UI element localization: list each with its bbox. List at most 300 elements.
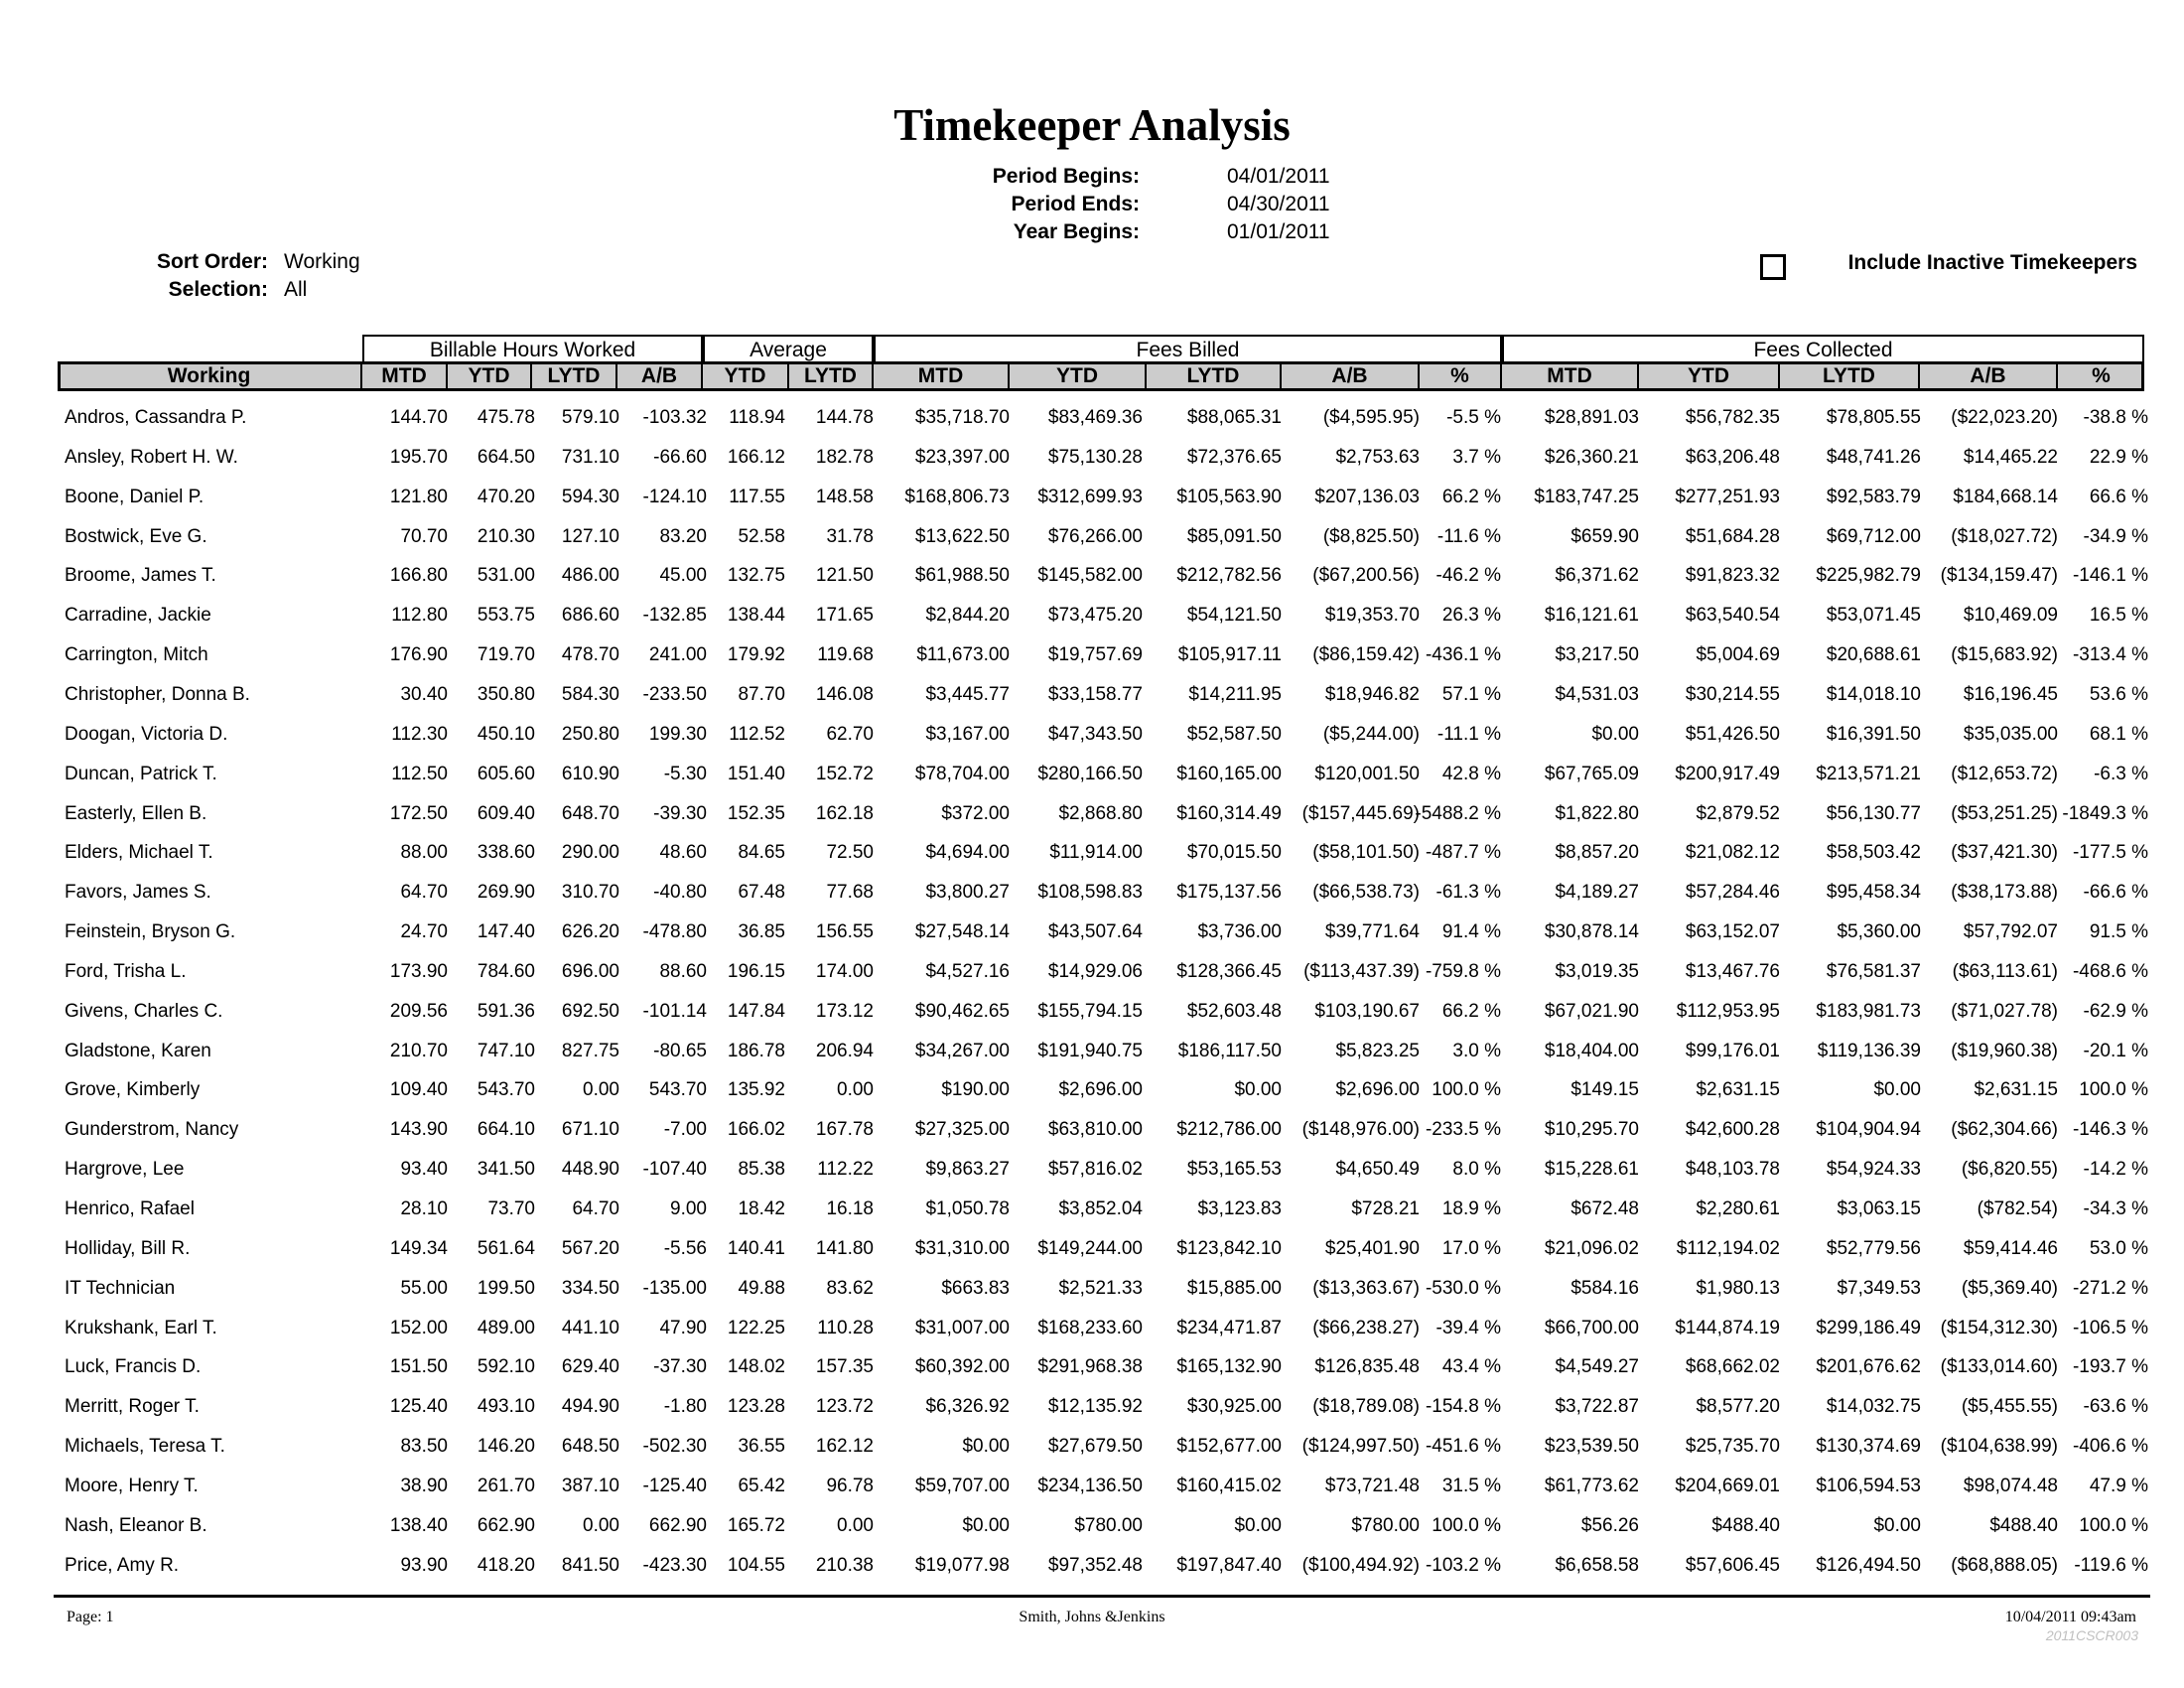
table-row xyxy=(0,1515,2184,1543)
cell-fb-ab: $39,771.64 xyxy=(1324,921,1420,943)
cell-fc-mtd: $61,773.62 xyxy=(1544,1475,1639,1496)
cell-fc-mtd: $23,539.50 xyxy=(1544,1436,1639,1458)
column-header-avg-ytd: YTD xyxy=(703,364,789,388)
cell-fc-ytd: $63,152.07 xyxy=(1685,921,1780,943)
cell-fb-ab: $5,823.25 xyxy=(1335,1040,1420,1061)
cell-fc-pct: 66.6 % xyxy=(2089,486,2148,507)
cell-avg-lytd: 0.00 xyxy=(837,1514,874,1536)
cell-fb-ytd: $47,343.50 xyxy=(1047,723,1143,745)
cell-avg-lytd: 206.94 xyxy=(815,1040,874,1061)
cell-fb-ab: ($157,445.69) xyxy=(1301,802,1420,824)
cell-fb-pct: 18.9 % xyxy=(1441,1198,1501,1219)
period-begins-label: Period Begins: xyxy=(992,165,1140,188)
cell-mtd: 176.90 xyxy=(389,644,448,666)
cell-avg-ytd: 65.42 xyxy=(738,1475,785,1496)
cell-lytd: 692.50 xyxy=(561,1000,619,1022)
cell-fc-lytd: $52,779.56 xyxy=(1826,1237,1921,1259)
cell-fb-lytd: $197,847.40 xyxy=(1176,1554,1282,1576)
cell-fc-ab: ($104,638.99) xyxy=(1940,1436,2058,1458)
cell-lytd: 648.70 xyxy=(561,802,619,824)
cell-fc-pct: 91.5 % xyxy=(2089,921,2148,943)
cell-ytd: 662.90 xyxy=(477,1514,535,1536)
column-header-ytd: YTD xyxy=(448,364,532,388)
cell-fc-ab: $35,035.00 xyxy=(1963,723,2058,745)
cell-fb-ytd: $145,582.00 xyxy=(1037,565,1143,587)
cell-fb-ab: $2,696.00 xyxy=(1335,1079,1420,1101)
cell-ytd: 475.78 xyxy=(477,407,535,428)
cell-fc-pct: 53.0 % xyxy=(2089,1237,2148,1259)
cell-mtd: 210.70 xyxy=(389,1040,448,1061)
cell-fc-ytd: $25,735.70 xyxy=(1685,1436,1780,1458)
cell-avg-ytd: 117.55 xyxy=(729,486,785,507)
table-row xyxy=(0,1318,2184,1345)
cell-fc-ab: ($38,173.88) xyxy=(1951,882,2058,904)
cell-fb-lytd: $0.00 xyxy=(1234,1514,1282,1536)
cell-fb-mtd: $3,445.77 xyxy=(925,683,1010,705)
cell-avg-lytd: 148.58 xyxy=(815,486,874,507)
cell-avg-lytd: 141.80 xyxy=(815,1237,874,1259)
timekeeper-name: Luck, Francis D. xyxy=(65,1356,202,1378)
table-row xyxy=(0,447,2184,475)
timekeeper-name: Easterly, Ellen B. xyxy=(65,802,207,824)
cell-fc-pct: -62.9 % xyxy=(2083,1000,2148,1022)
cell-fc-ytd: $57,284.46 xyxy=(1685,882,1780,904)
table-row xyxy=(0,1476,2184,1503)
cell-ytd: 719.70 xyxy=(477,644,535,666)
cell-fc-ab: $98,074.48 xyxy=(1963,1475,2058,1496)
cell-mtd: 166.80 xyxy=(389,565,448,587)
cell-fb-ab: $73,721.48 xyxy=(1324,1475,1420,1496)
cell-fb-pct: 43.4 % xyxy=(1441,1356,1501,1378)
timekeeper-name: Christopher, Donna B. xyxy=(65,683,250,705)
table-row xyxy=(0,803,2184,831)
cell-fb-ab: ($124,997.50) xyxy=(1301,1436,1420,1458)
cell-fb-pct: 66.2 % xyxy=(1441,486,1501,507)
cell-fc-ytd: $57,606.45 xyxy=(1685,1554,1780,1576)
cell-mtd: 38.90 xyxy=(400,1475,448,1496)
cell-fc-mtd: $4,189.27 xyxy=(1555,882,1639,904)
cell-ytd: 784.60 xyxy=(477,960,535,982)
cell-fb-ytd: $108,598.83 xyxy=(1037,882,1143,904)
cell-fb-mtd: $4,527.16 xyxy=(925,960,1010,982)
cell-ytd: 489.00 xyxy=(477,1317,535,1338)
cell-avg-ytd: 67.48 xyxy=(738,882,785,904)
cell-ab: -37.30 xyxy=(653,1356,707,1378)
cell-ab: -66.60 xyxy=(653,446,707,468)
cell-fb-ytd: $11,914.00 xyxy=(1049,842,1143,864)
cell-fc-pct: 47.9 % xyxy=(2089,1475,2148,1496)
cell-avg-ytd: 135.92 xyxy=(727,1079,785,1101)
cell-avg-ytd: 152.35 xyxy=(727,802,785,824)
cell-fc-ytd: $144,874.19 xyxy=(1675,1317,1780,1338)
cell-ab: 48.60 xyxy=(659,842,707,864)
cell-fb-ytd: $83,469.36 xyxy=(1047,407,1143,428)
cell-mtd: 149.34 xyxy=(389,1237,448,1259)
cell-fb-ab: $2,753.63 xyxy=(1335,446,1420,468)
cell-fb-pct: 91.4 % xyxy=(1441,921,1501,943)
cell-ab: 241.00 xyxy=(648,644,707,666)
table-row xyxy=(0,1555,2184,1583)
cell-fc-pct: -177.5 % xyxy=(2072,842,2148,864)
period-ends-label: Period Ends: xyxy=(1011,193,1140,215)
cell-fb-pct: -11.1 % xyxy=(1436,723,1501,745)
cell-lytd: 567.20 xyxy=(561,1237,619,1259)
cell-fc-pct: -406.6 % xyxy=(2072,1436,2148,1458)
cell-avg-ytd: 49.88 xyxy=(738,1277,785,1299)
cell-lytd: 584.30 xyxy=(561,683,619,705)
timekeeper-name: Doogan, Victoria D. xyxy=(65,723,228,745)
cell-fb-ytd: $191,940.75 xyxy=(1037,1040,1143,1061)
cell-lytd: 250.80 xyxy=(561,723,619,745)
table-row xyxy=(0,1356,2184,1384)
cell-fb-ytd: $2,521.33 xyxy=(1058,1277,1143,1299)
cell-fc-mtd: $56.26 xyxy=(1580,1514,1639,1536)
cell-fb-ab: $126,835.48 xyxy=(1314,1356,1420,1378)
cell-mtd: 93.90 xyxy=(400,1554,448,1576)
cell-fc-pct: 53.6 % xyxy=(2089,683,2148,705)
cell-fc-ab: $488.40 xyxy=(1989,1514,2058,1536)
cell-mtd: 125.40 xyxy=(389,1396,448,1418)
cell-fc-mtd: $3,217.50 xyxy=(1555,644,1639,666)
cell-fc-ab: ($134,159.47) xyxy=(1940,565,2058,587)
cell-fc-lytd: $3,063.15 xyxy=(1837,1198,1921,1219)
cell-ytd: 592.10 xyxy=(477,1356,535,1378)
cell-ytd: 210.30 xyxy=(477,525,535,547)
cell-ab: 543.70 xyxy=(648,1079,707,1101)
cell-avg-ytd: 85.38 xyxy=(738,1159,785,1181)
cell-fc-mtd: $1,822.80 xyxy=(1555,802,1639,824)
cell-fc-lytd: $0.00 xyxy=(1873,1514,1921,1536)
cell-mtd: 151.50 xyxy=(389,1356,448,1378)
cell-fc-ytd: $2,879.52 xyxy=(1696,802,1780,824)
cell-avg-lytd: 16.18 xyxy=(826,1198,874,1219)
column-header-fb-lytd: LYTD xyxy=(1147,364,1282,388)
cell-lytd: 671.10 xyxy=(561,1119,619,1141)
cell-fb-mtd: $1,050.78 xyxy=(925,1198,1010,1219)
cell-ab: -478.80 xyxy=(642,921,707,943)
timekeeper-name: Givens, Charles C. xyxy=(65,1000,223,1022)
cell-fb-pct: -154.8 % xyxy=(1425,1396,1501,1418)
timekeeper-name: Moore, Henry T. xyxy=(65,1475,199,1496)
table-row xyxy=(0,605,2184,633)
cell-fb-pct: 3.7 % xyxy=(1452,446,1501,468)
cell-fb-lytd: $3,123.83 xyxy=(1197,1198,1282,1219)
include-inactive-checkbox[interactable] xyxy=(1760,254,1786,280)
timekeeper-name: Merritt, Roger T. xyxy=(65,1396,200,1418)
cell-fc-lytd: $53,071.45 xyxy=(1826,605,1921,627)
cell-lytd: 127.10 xyxy=(561,525,619,547)
column-header-avg-lytd: LYTD xyxy=(789,364,874,388)
cell-ytd: 269.90 xyxy=(477,882,535,904)
table-row xyxy=(0,1278,2184,1306)
cell-fc-ytd: $99,176.01 xyxy=(1685,1040,1780,1061)
cell-fc-ab: ($6,820.55) xyxy=(1961,1159,2058,1181)
cell-lytd: 731.10 xyxy=(561,446,619,468)
cell-fb-ytd: $291,968.38 xyxy=(1037,1356,1143,1378)
cell-lytd: 448.90 xyxy=(561,1159,619,1181)
cell-mtd: 112.30 xyxy=(391,723,448,745)
cell-fb-ab: $18,946.82 xyxy=(1324,683,1420,705)
timekeeper-name: Elders, Michael T. xyxy=(65,842,213,864)
cell-fc-ab: ($37,421.30) xyxy=(1951,842,2058,864)
cell-lytd: 827.75 xyxy=(561,1040,619,1061)
cell-ytd: 418.20 xyxy=(477,1554,535,1576)
cell-fb-ab: ($18,789.08) xyxy=(1312,1396,1420,1418)
cell-ytd: 199.50 xyxy=(477,1277,535,1299)
cell-fb-pct: -11.6 % xyxy=(1436,525,1501,547)
cell-fb-lytd: $3,736.00 xyxy=(1197,921,1282,943)
cell-fc-lytd: $106,594.53 xyxy=(1816,1475,1921,1496)
cell-ab: -101.14 xyxy=(642,1000,707,1022)
cell-fb-ytd: $149,244.00 xyxy=(1037,1237,1143,1259)
cell-fc-ab: ($782.54) xyxy=(1977,1198,2058,1219)
table-row xyxy=(0,1001,2184,1029)
cell-fb-mtd: $61,988.50 xyxy=(914,565,1010,587)
timekeeper-name: IT Technician xyxy=(65,1277,176,1299)
cell-fb-pct: -436.1 % xyxy=(1425,644,1501,666)
cell-fb-lytd: $30,925.00 xyxy=(1186,1396,1282,1418)
cell-ab: -233.50 xyxy=(642,683,707,705)
cell-avg-lytd: 83.62 xyxy=(826,1277,874,1299)
cell-fb-lytd: $53,165.53 xyxy=(1186,1159,1282,1181)
cell-fb-lytd: $160,314.49 xyxy=(1176,802,1282,824)
cell-fc-lytd: $201,676.62 xyxy=(1816,1356,1921,1378)
cell-fb-lytd: $175,137.56 xyxy=(1176,882,1282,904)
cell-mtd: 30.40 xyxy=(400,683,448,705)
cell-fc-lytd: $130,374.69 xyxy=(1816,1436,1921,1458)
table-row xyxy=(0,921,2184,949)
cell-fb-pct: -759.8 % xyxy=(1425,960,1501,982)
cell-fb-ab: ($67,200.56) xyxy=(1312,565,1420,587)
timekeeper-name: Carradine, Jackie xyxy=(65,605,211,627)
cell-lytd: 486.00 xyxy=(561,565,619,587)
cell-lytd: 686.60 xyxy=(561,605,619,627)
cell-fc-ab: ($71,027.78) xyxy=(1951,1000,2058,1022)
cell-fb-pct: -487.7 % xyxy=(1425,842,1501,864)
cell-mtd: 112.80 xyxy=(391,605,448,627)
cell-fb-mtd: $0.00 xyxy=(962,1436,1010,1458)
cell-fc-ytd: $68,662.02 xyxy=(1685,1356,1780,1378)
cell-fb-ytd: $234,136.50 xyxy=(1037,1475,1143,1496)
cell-fb-ytd: $312,699.93 xyxy=(1037,486,1143,507)
cell-fb-ytd: $280,166.50 xyxy=(1037,763,1143,784)
cell-fb-ytd: $780.00 xyxy=(1074,1514,1143,1536)
cell-ab: -7.00 xyxy=(663,1119,707,1141)
cell-avg-ytd: 148.02 xyxy=(727,1356,785,1378)
footer-firm: Smith, Johns &Jenkins xyxy=(1019,1609,1165,1625)
cell-fc-ab: ($22,023.20) xyxy=(1951,407,2058,428)
cell-fc-pct: 100.0 % xyxy=(2079,1514,2148,1536)
cell-fc-mtd: $18,404.00 xyxy=(1544,1040,1639,1061)
cell-lytd: 310.70 xyxy=(561,882,619,904)
cell-fc-ytd: $48,103.78 xyxy=(1685,1159,1780,1181)
cell-ab: 9.00 xyxy=(670,1198,707,1219)
cell-fb-mtd: $27,325.00 xyxy=(914,1119,1010,1141)
timekeeper-name: Andros, Cassandra P. xyxy=(65,407,247,428)
cell-mtd: 138.40 xyxy=(389,1514,448,1536)
cell-ytd: 553.75 xyxy=(477,605,535,627)
cell-avg-ytd: 112.52 xyxy=(729,723,785,745)
cell-avg-ytd: 140.41 xyxy=(727,1237,785,1259)
cell-fb-mtd: $35,718.70 xyxy=(914,407,1010,428)
cell-fc-mtd: $66,700.00 xyxy=(1544,1317,1639,1338)
cell-fc-lytd: $299,186.49 xyxy=(1816,1317,1921,1338)
cell-fc-ab: $184,668.14 xyxy=(1953,486,2058,507)
cell-ytd: 261.70 xyxy=(477,1475,535,1496)
column-header-fb-pct: % xyxy=(1420,364,1502,388)
cell-fc-ytd: $2,631.15 xyxy=(1696,1079,1780,1101)
cell-fb-mtd: $3,167.00 xyxy=(925,723,1010,745)
cell-fb-mtd: $34,267.00 xyxy=(914,1040,1010,1061)
cell-avg-lytd: 96.78 xyxy=(826,1475,874,1496)
cell-fc-mtd: $21,096.02 xyxy=(1544,1237,1639,1259)
cell-ab: 662.90 xyxy=(648,1514,707,1536)
cell-fc-lytd: $92,583.79 xyxy=(1826,486,1921,507)
cell-avg-lytd: 157.35 xyxy=(815,1356,874,1378)
cell-mtd: 195.70 xyxy=(389,446,448,468)
cell-fc-mtd: $3,019.35 xyxy=(1555,960,1639,982)
table-row xyxy=(0,1396,2184,1424)
cell-fb-ab: ($4,595.95) xyxy=(1322,407,1420,428)
cell-fb-lytd: $165,132.90 xyxy=(1176,1356,1282,1378)
cell-fc-lytd: $7,349.53 xyxy=(1837,1277,1921,1299)
cell-ytd: 543.70 xyxy=(477,1079,535,1101)
table-row xyxy=(0,1041,2184,1068)
cell-fb-ytd: $43,507.64 xyxy=(1047,921,1143,943)
cell-fc-ytd: $63,206.48 xyxy=(1685,446,1780,468)
cell-fc-ytd: $204,669.01 xyxy=(1675,1475,1780,1496)
cell-mtd: 172.50 xyxy=(389,802,448,824)
include-inactive-label: Include Inactive Timekeepers xyxy=(1847,251,2137,274)
timekeeper-name: Henrico, Rafael xyxy=(65,1198,195,1219)
cell-fc-lytd: $14,018.10 xyxy=(1826,683,1921,705)
cell-lytd: 626.20 xyxy=(561,921,619,943)
cell-fb-ytd: $3,852.04 xyxy=(1058,1198,1143,1219)
cell-fc-mtd: $8,857.20 xyxy=(1555,842,1639,864)
sort-order-value: Working xyxy=(284,250,360,273)
cell-avg-lytd: 210.38 xyxy=(815,1554,874,1576)
cell-fc-pct: 16.5 % xyxy=(2089,605,2148,627)
cell-fb-mtd: $59,707.00 xyxy=(914,1475,1010,1496)
cell-fc-pct: -20.1 % xyxy=(2083,1040,2148,1061)
selection-label: Selection: xyxy=(168,278,268,301)
cell-avg-ytd: 36.55 xyxy=(738,1436,785,1458)
cell-ab: -39.30 xyxy=(653,802,707,824)
cell-fb-ab: ($58,101.50) xyxy=(1312,842,1420,864)
cell-ab: -1.80 xyxy=(663,1396,707,1418)
cell-avg-ytd: 18.42 xyxy=(738,1198,785,1219)
timekeeper-name: Hargrove, Lee xyxy=(65,1159,185,1181)
cell-lytd: 648.50 xyxy=(561,1436,619,1458)
cell-lytd: 0.00 xyxy=(583,1514,619,1536)
period-info xyxy=(0,165,2184,248)
footer-report-code: 2011CSCR003 xyxy=(2045,1627,2138,1643)
cell-fb-ab: ($86,159.42) xyxy=(1312,644,1420,666)
table-row xyxy=(0,684,2184,712)
cell-fc-lytd: $76,581.37 xyxy=(1826,960,1921,982)
cell-fc-ab: ($18,027.72) xyxy=(1951,525,2058,547)
timekeeper-name: Grove, Kimberly xyxy=(65,1079,201,1101)
cell-fc-ab: $2,631.15 xyxy=(1974,1079,2058,1101)
cell-fb-pct: 57.1 % xyxy=(1441,683,1501,705)
cell-fc-ab: ($5,455.55) xyxy=(1961,1396,2058,1418)
timekeeper-name: Price, Amy R. xyxy=(65,1554,180,1576)
cell-fb-ytd: $2,868.80 xyxy=(1058,802,1143,824)
cell-fc-ytd: $51,684.28 xyxy=(1685,525,1780,547)
cell-ytd: 470.20 xyxy=(477,486,535,507)
column-header-lytd: LYTD xyxy=(532,364,617,388)
table-row xyxy=(0,882,2184,910)
cell-fb-ytd: $14,929.06 xyxy=(1047,960,1143,982)
cell-ab: -5.30 xyxy=(663,763,707,784)
cell-avg-lytd: 156.55 xyxy=(815,921,874,943)
cell-avg-ytd: 138.44 xyxy=(727,605,785,627)
cell-fc-mtd: $3,722.87 xyxy=(1555,1396,1639,1418)
cell-lytd: 441.10 xyxy=(561,1317,619,1338)
cell-fb-lytd: $152,677.00 xyxy=(1176,1436,1282,1458)
cell-fb-lytd: $212,782.56 xyxy=(1176,565,1282,587)
cell-fc-mtd: $0.00 xyxy=(1591,723,1639,745)
cell-avg-lytd: 72.50 xyxy=(826,842,874,864)
cell-fb-ab: ($5,244.00) xyxy=(1322,723,1420,745)
cell-fb-pct: -530.0 % xyxy=(1425,1277,1501,1299)
column-header-fc-lytd: LYTD xyxy=(1780,364,1920,388)
cell-fb-lytd: $54,121.50 xyxy=(1186,605,1282,627)
cell-fc-ytd: $42,600.28 xyxy=(1685,1119,1780,1141)
cell-lytd: 696.00 xyxy=(561,960,619,982)
cell-ab: -423.30 xyxy=(642,1554,707,1576)
cell-mtd: 173.90 xyxy=(389,960,448,982)
cell-fb-mtd: $31,310.00 xyxy=(914,1237,1010,1259)
cell-fc-ab: $59,414.46 xyxy=(1963,1237,2058,1259)
cell-ytd: 350.80 xyxy=(477,683,535,705)
cell-ytd: 338.60 xyxy=(477,842,535,864)
cell-fb-pct: 3.0 % xyxy=(1452,1040,1501,1061)
cell-mtd: 64.70 xyxy=(400,882,448,904)
timekeeper-name: Nash, Eleanor B. xyxy=(65,1514,207,1536)
cell-avg-ytd: 196.15 xyxy=(727,960,785,982)
cell-fc-pct: -14.2 % xyxy=(2083,1159,2148,1181)
group-fees-billed: Fees Billed xyxy=(874,335,1502,361)
cell-fc-mtd: $67,021.90 xyxy=(1544,1000,1639,1022)
column-header-row xyxy=(58,361,2144,391)
cell-lytd: 610.90 xyxy=(561,763,619,784)
cell-fb-ab: ($66,538.73) xyxy=(1312,882,1420,904)
cell-avg-ytd: 166.02 xyxy=(727,1119,785,1141)
cell-avg-ytd: 87.70 xyxy=(738,683,785,705)
cell-fb-mtd: $13,622.50 xyxy=(914,525,1010,547)
cell-fc-ab: ($15,683.92) xyxy=(1951,644,2058,666)
timekeeper-name: Favors, James S. xyxy=(65,882,211,904)
cell-fc-ytd: $2,280.61 xyxy=(1696,1198,1780,1219)
cell-fb-mtd: $4,694.00 xyxy=(925,842,1010,864)
cell-fc-pct: -6.3 % xyxy=(2094,763,2148,784)
cell-fb-mtd: $78,704.00 xyxy=(914,763,1010,784)
cell-mtd: 209.56 xyxy=(389,1000,448,1022)
cell-fc-pct: -271.2 % xyxy=(2072,1277,2148,1299)
cell-fc-pct: -106.5 % xyxy=(2072,1317,2148,1338)
cell-fc-ytd: $91,823.32 xyxy=(1685,565,1780,587)
cell-fb-lytd: $128,366.45 xyxy=(1176,960,1282,982)
cell-fc-mtd: $4,531.03 xyxy=(1555,683,1639,705)
cell-fb-mtd: $2,844.20 xyxy=(925,605,1010,627)
cell-fc-pct: -38.8 % xyxy=(2083,407,2148,428)
cell-ab: -502.30 xyxy=(642,1436,707,1458)
cell-lytd: 387.10 xyxy=(561,1475,619,1496)
cell-fc-pct: -146.1 % xyxy=(2072,565,2148,587)
cell-fc-ytd: $112,953.95 xyxy=(1676,1000,1780,1022)
cell-fc-ab: ($19,960.38) xyxy=(1951,1040,2058,1061)
